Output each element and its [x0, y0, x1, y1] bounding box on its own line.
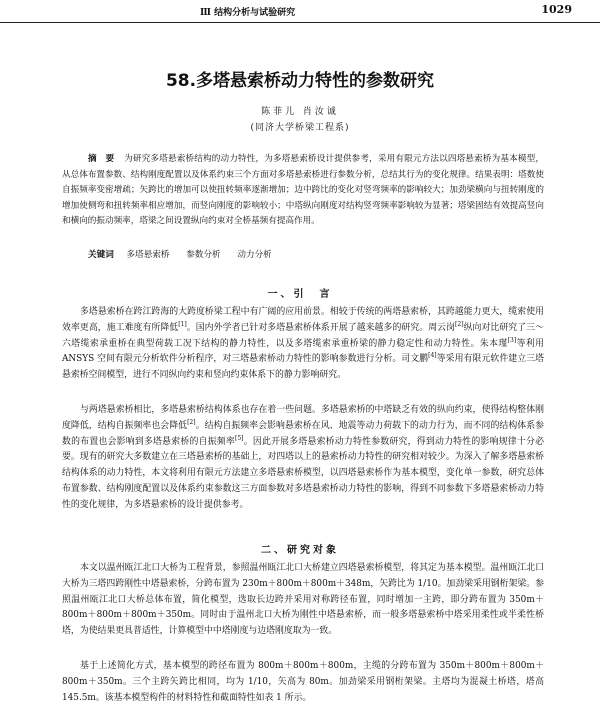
- citation: [2]: [187, 418, 196, 426]
- intro-paragraph-2: 与两塔悬索桥相比，多塔悬索桥结构体系也存在着一些问题。多塔悬索桥的中塔缺乏有效的纵向约束，使得结构整体刚度降低，结构自振频率也会降低[2]。结构自振频率会影响悬索桥在风、地震等动力荷载下的动力行为，而不同的结构体系参数的布置也会影响到多塔悬索桥的自振频率[5]。因此开展多塔悬索桥动力特性参数研究，得到动力特性的影响规律十分必要。现有的研究大多数建立在三塔悬索桥的基础上，对四塔以上的悬索桥动力特性的研究相对较少。为深入了解多塔悬索桥结构体系的动力特性，本文将利用有限元方法建立多塔悬索桥模型，以四塔悬索桥作为基本模型，变化单一参数，研究总体布置参数、结构刚度配置以及体系约束参数这三方面参数对多塔悬索桥动力特性的影响，得到不同参数下多塔悬索桥动力特性的变化规律，为多塔悬索桥的设计提供参考。: [62, 405, 545, 510]
- citation: [1]: [178, 320, 187, 328]
- running-section-title: Ⅲ 结构分析与试验研究: [200, 8, 296, 18]
- section-heading-introduction: 一、引 言: [267, 289, 333, 300]
- citation: [3]: [507, 336, 517, 344]
- intro-paragraph-1: 多塔悬索桥在跨江跨海的大跨度桥梁工程中有广阔的应用前景。相较于传统的两塔悬索桥，其跨越能力更大，缆索使用效率更高，施工难度有所降低[1]。国内外学者已针对多塔悬索桥体系开展了越来越多的研究。周云岗[2]纵向对比研究了三～六塔缆索承重桥在典型荷载工况下结构的静力特性，以及多塔缆索承重桥梁的静力稳定性和动力特性。朱本瑾[3]等利用 ANSYS 空间有限元分析软件分析程序，对三塔悬索桥动力特性的影响参数进行分析。司文鹏[4]等采用有限元软件建立三塔悬索桥空间模型，进行不同纵向约束和竖向约束体系下的静力影响研究。: [62, 307, 545, 381]
- keyword: 多塔悬索桥: [126, 250, 170, 260]
- abstract: [62, 152, 544, 230]
- study-paragraph-1: 本文以温州瓯江北口大桥为工程背景，参照温州瓯江北口大桥建立四塔悬索桥模型，将其定为基本模型。温州瓯江北口大桥为三塔四跨刚性中塔悬索桥，分跨布置为 230m＋800m＋800m＋348m，矢跨比为 1/10。加劲梁采用钢桁架梁。参照温州瓯江北口大桥总体布置，简化模型，选取长边跨并采用对称跨径布置，同时增加一主跨，即分跨布置为 350m＋800m＋800m＋800m＋350m。同时由于温州北口大桥为刚性中塔悬索桥，而一般多塔悬索桥中塔采用柔性或半柔性桥塔，为使结果更具普适性，计算模型中中塔刚度与边塔刚度取为一致。: [62, 563, 544, 637]
- affiliation: (同济大学桥梁工程系): [250, 123, 350, 133]
- keywords-label: 关键词: [88, 250, 114, 260]
- keyword: 动力分析: [237, 250, 272, 260]
- section-heading-study-object: 二、研究对象: [261, 545, 339, 556]
- paper-title: 58.多塔悬索桥动力特性的参数研究: [165, 71, 435, 91]
- citation: [2]: [455, 320, 464, 328]
- citation: [5]: [235, 434, 244, 442]
- page-header: [0, 0, 600, 23]
- study-paragraph-2: 基于上述简化方式，基本模型的跨径布置为 800m＋800m＋800m，主缆的分跨布置为 350m＋800m＋800m＋800m＋350m。三个主跨矢跨比相同，均为 1/10，矢高为 80m。加劲梁采用钢桁架梁。主塔均为混凝土桥塔，塔高 145.5m。该基本模型构件的材料特性和截面特性如表 1 所示。: [62, 661, 544, 703]
- abstract-text: 为研究多塔悬索桥结构的动力特性，为多塔悬索桥设计提供参考，采用有限元方法以四塔悬索桥为基本模型，从总体布置参数、结构刚度配置以及体系约束三个方面对多塔悬索桥进行参数分析，总结其行为的变化规律。结果表明：塔数使自振频率变密增疏；矢跨比的增加可以使扭转频率逐渐增加；边中跨比的变化对竖弯频率的影响较大；加劲梁横向与扭转刚度的增加使侧弯和扭转频率相应增加，而竖向刚度的影响较小；中塔纵向刚度对结构竖弯频率影响较为显著；塔梁固结有效提高竖向和横向的振动频率，塔梁之间设置纵向约束对全桥基频有提高作用。: [62, 154, 544, 226]
- citation: [4]: [428, 352, 437, 360]
- authors: 陈菲儿 肖汝诚: [261, 107, 339, 117]
- page-number: 1029: [541, 3, 572, 16]
- abstract-label: 摘 要: [88, 154, 115, 164]
- keywords: [88, 248, 548, 260]
- keyword: 参数分析: [186, 250, 221, 260]
